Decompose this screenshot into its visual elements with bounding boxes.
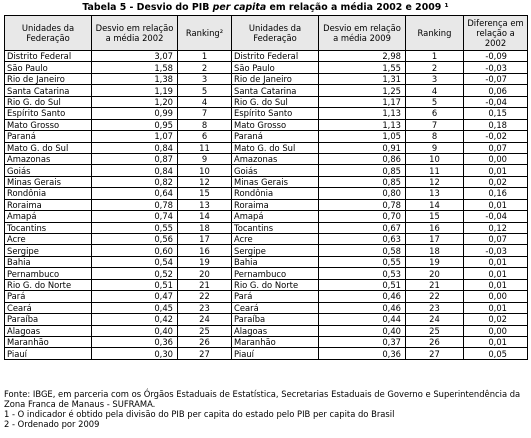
cell-ranking-2009: 1 xyxy=(406,51,464,62)
cell-desvio-2002: 0,84 xyxy=(92,142,178,153)
cell-desvio-2009: 1,13 xyxy=(319,108,406,119)
table-row xyxy=(5,222,528,233)
cell-desvio-2009: 0,58 xyxy=(319,245,406,256)
cell-ranking-2009: 12 xyxy=(406,176,464,187)
cell-desvio-2009: 1,55 xyxy=(319,62,406,73)
cell-ranking-2002: 24 xyxy=(178,314,232,325)
cell-uf-2002: São Paulo xyxy=(5,62,92,73)
cell-uf-2002: Maranhão xyxy=(5,336,92,347)
cell-uf-2002: Pernambuco xyxy=(5,268,92,279)
cell-diferenca: 0,12 xyxy=(464,222,528,233)
cell-uf-2009: Tocantins xyxy=(232,222,319,233)
cell-diferenca: 0,01 xyxy=(464,256,528,267)
table-row xyxy=(5,348,528,359)
table-title-suffix: em relação a média 2002 e 2009 ¹ xyxy=(266,2,449,13)
cell-uf-2002: Amazonas xyxy=(5,153,92,164)
cell-ranking-2002: 25 xyxy=(178,325,232,336)
table-row xyxy=(5,234,528,245)
table-row xyxy=(5,165,528,176)
cell-ranking-2009: 8 xyxy=(406,131,464,142)
cell-ranking-2009: 6 xyxy=(406,108,464,119)
cell-diferenca: -0,07 xyxy=(464,73,528,84)
header-desvio-2009: Desvio em relação a média 2009 xyxy=(319,16,406,51)
cell-ranking-2002: 17 xyxy=(178,234,232,245)
cell-uf-2002: Paraná xyxy=(5,131,92,142)
cell-desvio-2009: 1,05 xyxy=(319,131,406,142)
cell-ranking-2009: 26 xyxy=(406,336,464,347)
cell-desvio-2002: 0,55 xyxy=(92,222,178,233)
cell-uf-2002: Roraima xyxy=(5,199,92,210)
cell-desvio-2002: 0,45 xyxy=(92,302,178,313)
cell-desvio-2002: 0,87 xyxy=(92,153,178,164)
cell-desvio-2009: 0,40 xyxy=(319,325,406,336)
cell-uf-2009: Rio G. do Norte xyxy=(232,279,319,290)
cell-ranking-2009: 16 xyxy=(406,222,464,233)
table-row xyxy=(5,119,528,130)
cell-uf-2009: Mato G. do Sul xyxy=(232,142,319,153)
cell-desvio-2002: 0,47 xyxy=(92,291,178,302)
cell-desvio-2009: 0,86 xyxy=(319,153,406,164)
note-2: 2 - Ordenado por 2009 xyxy=(4,419,100,429)
cell-diferenca: 0,00 xyxy=(464,325,528,336)
cell-diferenca: -0,04 xyxy=(464,211,528,222)
cell-desvio-2002: 0,36 xyxy=(92,336,178,347)
cell-uf-2009: Minas Gerais xyxy=(232,176,319,187)
table-row xyxy=(5,245,528,256)
cell-diferenca: -0,02 xyxy=(464,131,528,142)
cell-uf-2002: Rio de Janeiro xyxy=(5,73,92,84)
table-row xyxy=(5,211,528,222)
cell-ranking-2002: 14 xyxy=(178,211,232,222)
cell-desvio-2009: 0,70 xyxy=(319,211,406,222)
table-row xyxy=(5,302,528,313)
cell-ranking-2002: 23 xyxy=(178,302,232,313)
cell-desvio-2002: 0,52 xyxy=(92,268,178,279)
cell-uf-2009: Bahia xyxy=(232,256,319,267)
cell-ranking-2002: 8 xyxy=(178,119,232,130)
cell-ranking-2009: 27 xyxy=(406,348,464,359)
cell-ranking-2009: 23 xyxy=(406,302,464,313)
cell-ranking-2009: 22 xyxy=(406,291,464,302)
cell-ranking-2009: 3 xyxy=(406,73,464,84)
table-title xyxy=(0,0,531,15)
note-source: Fonte: IBGE, em parceria com os Órgãos Estaduais de Estatística, Secretarias Estaduais de Governo e Superintendência da Zona Franca de Manaus - SUFRAMA. xyxy=(4,389,521,409)
note-1: 1 - O indicador é obtido pela divisão do PIB per capita do estado pelo PIB per capita do Brasil xyxy=(4,409,395,419)
cell-uf-2009: Rio G. do Sul xyxy=(232,96,319,107)
cell-desvio-2002: 0,42 xyxy=(92,314,178,325)
cell-uf-2009: Amazonas xyxy=(232,153,319,164)
cell-desvio-2002: 0,84 xyxy=(92,165,178,176)
cell-ranking-2009: 24 xyxy=(406,314,464,325)
cell-diferenca: 0,01 xyxy=(464,199,528,210)
cell-diferenca: 0,01 xyxy=(464,165,528,176)
cell-diferenca: -0,03 xyxy=(464,62,528,73)
cell-ranking-2002: 7 xyxy=(178,108,232,119)
cell-desvio-2009: 0,55 xyxy=(319,256,406,267)
cell-diferenca: 0,00 xyxy=(464,153,528,164)
cell-desvio-2009: 0,80 xyxy=(319,188,406,199)
cell-ranking-2009: 9 xyxy=(406,142,464,153)
cell-ranking-2009: 25 xyxy=(406,325,464,336)
cell-desvio-2002: 1,19 xyxy=(92,85,178,96)
table-body xyxy=(5,51,528,360)
cell-uf-2002: Sergipe xyxy=(5,245,92,256)
cell-diferenca: -0,04 xyxy=(464,96,528,107)
cell-desvio-2009: 0,78 xyxy=(319,199,406,210)
cell-diferenca: 0,18 xyxy=(464,119,528,130)
cell-desvio-2009: 0,85 xyxy=(319,165,406,176)
cell-ranking-2002: 19 xyxy=(178,256,232,267)
cell-ranking-2002: 5 xyxy=(178,85,232,96)
cell-diferenca: 0,06 xyxy=(464,85,528,96)
cell-uf-2009: Rio de Janeiro xyxy=(232,73,319,84)
table-row xyxy=(5,142,528,153)
cell-uf-2002: Rio G. do Sul xyxy=(5,96,92,107)
cell-desvio-2002: 1,38 xyxy=(92,73,178,84)
cell-uf-2002: Minas Gerais xyxy=(5,176,92,187)
cell-uf-2002: Amapá xyxy=(5,211,92,222)
table-row xyxy=(5,279,528,290)
cell-desvio-2009: 0,85 xyxy=(319,176,406,187)
cell-diferenca: 0,02 xyxy=(464,176,528,187)
cell-ranking-2009: 11 xyxy=(406,165,464,176)
cell-desvio-2009: 0,63 xyxy=(319,234,406,245)
cell-uf-2009: São Paulo xyxy=(232,62,319,73)
cell-diferenca: 0,01 xyxy=(464,268,528,279)
cell-desvio-2009: 0,37 xyxy=(319,336,406,347)
cell-ranking-2002: 6 xyxy=(178,131,232,142)
cell-uf-2009: Piauí xyxy=(232,348,319,359)
cell-desvio-2009: 2,98 xyxy=(319,51,406,62)
table-row xyxy=(5,336,528,347)
table-title-prefix: Tabela 5 - Desvio do PIB xyxy=(82,2,213,13)
cell-ranking-2009: 20 xyxy=(406,268,464,279)
table-row xyxy=(5,314,528,325)
table-row xyxy=(5,62,528,73)
cell-uf-2009: Acre xyxy=(232,234,319,245)
cell-diferenca: 0,05 xyxy=(464,348,528,359)
cell-uf-2009: Roraima xyxy=(232,199,319,210)
cell-desvio-2002: 0,40 xyxy=(92,325,178,336)
cell-uf-2009: Sergipe xyxy=(232,245,319,256)
table-row xyxy=(5,108,528,119)
cell-uf-2009: Paraíba xyxy=(232,314,319,325)
cell-uf-2002: Rio G. do Norte xyxy=(5,279,92,290)
cell-desvio-2009: 1,25 xyxy=(319,85,406,96)
table-row xyxy=(5,325,528,336)
cell-uf-2002: Santa Catarina xyxy=(5,85,92,96)
cell-uf-2002: Acre xyxy=(5,234,92,245)
cell-uf-2009: Ceará xyxy=(232,302,319,313)
cell-ranking-2002: 16 xyxy=(178,245,232,256)
cell-ranking-2009: 15 xyxy=(406,211,464,222)
cell-ranking-2002: 4 xyxy=(178,96,232,107)
cell-uf-2002: Piauí xyxy=(5,348,92,359)
cell-ranking-2002: 26 xyxy=(178,336,232,347)
cell-uf-2009: Amapá xyxy=(232,211,319,222)
cell-ranking-2002: 1 xyxy=(178,51,232,62)
cell-uf-2009: Pernambuco xyxy=(232,268,319,279)
cell-desvio-2009: 1,13 xyxy=(319,119,406,130)
table-row xyxy=(5,256,528,267)
cell-uf-2002: Espírito Santo xyxy=(5,108,92,119)
cell-desvio-2009: 0,51 xyxy=(319,279,406,290)
cell-diferenca: -0,03 xyxy=(464,245,528,256)
cell-ranking-2002: 2 xyxy=(178,62,232,73)
cell-ranking-2002: 22 xyxy=(178,291,232,302)
cell-ranking-2009: 7 xyxy=(406,119,464,130)
cell-ranking-2002: 27 xyxy=(178,348,232,359)
cell-ranking-2009: 19 xyxy=(406,256,464,267)
cell-ranking-2002: 12 xyxy=(178,176,232,187)
cell-diferenca: 0,15 xyxy=(464,108,528,119)
cell-diferenca: 0,01 xyxy=(464,302,528,313)
cell-diferenca: 0,16 xyxy=(464,188,528,199)
cell-desvio-2002: 0,74 xyxy=(92,211,178,222)
cell-diferenca: 0,01 xyxy=(464,336,528,347)
table-notes xyxy=(4,389,527,429)
cell-ranking-2009: 14 xyxy=(406,199,464,210)
cell-uf-2009: Mato Grosso xyxy=(232,119,319,130)
cell-desvio-2009: 0,44 xyxy=(319,314,406,325)
cell-uf-2009: Paraná xyxy=(232,131,319,142)
cell-uf-2009: Rondônia xyxy=(232,188,319,199)
header-diferenca: Diferença em relação a 2002 xyxy=(464,16,528,51)
cell-desvio-2002: 0,95 xyxy=(92,119,178,130)
cell-desvio-2002: 1,20 xyxy=(92,96,178,107)
cell-desvio-2002: 1,07 xyxy=(92,131,178,142)
cell-ranking-2002: 18 xyxy=(178,222,232,233)
cell-ranking-2002: 13 xyxy=(178,199,232,210)
cell-diferenca: 0,07 xyxy=(464,234,528,245)
cell-desvio-2009: 1,17 xyxy=(319,96,406,107)
cell-uf-2002: Distrito Federal xyxy=(5,51,92,62)
cell-ranking-2009: 13 xyxy=(406,188,464,199)
cell-ranking-2002: 20 xyxy=(178,268,232,279)
cell-desvio-2002: 0,99 xyxy=(92,108,178,119)
cell-desvio-2009: 1,31 xyxy=(319,73,406,84)
cell-uf-2002: Mato Grosso xyxy=(5,119,92,130)
cell-ranking-2002: 21 xyxy=(178,279,232,290)
cell-desvio-2002: 1,58 xyxy=(92,62,178,73)
cell-ranking-2002: 3 xyxy=(178,73,232,84)
cell-ranking-2002: 10 xyxy=(178,165,232,176)
table-row xyxy=(5,153,528,164)
cell-diferenca: 0,00 xyxy=(464,291,528,302)
cell-ranking-2002: 11 xyxy=(178,142,232,153)
table-row xyxy=(5,199,528,210)
header-desvio-2002: Desvio em relação a média 2002 xyxy=(92,16,178,51)
cell-desvio-2009: 0,46 xyxy=(319,291,406,302)
cell-uf-2009: Distrito Federal xyxy=(232,51,319,62)
cell-desvio-2002: 0,78 xyxy=(92,199,178,210)
cell-uf-2009: Espírito Santo xyxy=(232,108,319,119)
cell-desvio-2009: 0,91 xyxy=(319,142,406,153)
cell-desvio-2009: 0,53 xyxy=(319,268,406,279)
cell-diferenca: 0,02 xyxy=(464,314,528,325)
cell-ranking-2009: 10 xyxy=(406,153,464,164)
pib-deviation-table xyxy=(4,15,528,360)
table-row xyxy=(5,291,528,302)
cell-uf-2009: Alagoas xyxy=(232,325,319,336)
cell-desvio-2009: 0,67 xyxy=(319,222,406,233)
cell-ranking-2009: 2 xyxy=(406,62,464,73)
table-row xyxy=(5,131,528,142)
cell-diferenca: 0,01 xyxy=(464,279,528,290)
cell-uf-2009: Maranhão xyxy=(232,336,319,347)
cell-ranking-2009: 18 xyxy=(406,245,464,256)
cell-desvio-2002: 0,64 xyxy=(92,188,178,199)
cell-ranking-2009: 21 xyxy=(406,279,464,290)
cell-ranking-2002: 15 xyxy=(178,188,232,199)
table-row xyxy=(5,73,528,84)
table-row xyxy=(5,96,528,107)
cell-uf-2009: Pará xyxy=(232,291,319,302)
table-row xyxy=(5,176,528,187)
cell-uf-2002: Tocantins xyxy=(5,222,92,233)
cell-ranking-2002: 9 xyxy=(178,153,232,164)
cell-ranking-2009: 17 xyxy=(406,234,464,245)
cell-uf-2002: Mato G. do Sul xyxy=(5,142,92,153)
cell-desvio-2002: 0,56 xyxy=(92,234,178,245)
table-row xyxy=(5,51,528,62)
table-row xyxy=(5,85,528,96)
table-header-row xyxy=(5,16,528,51)
cell-uf-2002: Ceará xyxy=(5,302,92,313)
cell-desvio-2002: 0,60 xyxy=(92,245,178,256)
cell-diferenca: -0,09 xyxy=(464,51,528,62)
cell-desvio-2002: 0,82 xyxy=(92,176,178,187)
table-row xyxy=(5,188,528,199)
cell-uf-2002: Bahia xyxy=(5,256,92,267)
cell-desvio-2002: 0,51 xyxy=(92,279,178,290)
cell-desvio-2009: 0,36 xyxy=(319,348,406,359)
cell-uf-2009: Santa Catarina xyxy=(232,85,319,96)
cell-ranking-2009: 5 xyxy=(406,96,464,107)
cell-ranking-2009: 4 xyxy=(406,85,464,96)
cell-desvio-2009: 0,46 xyxy=(319,302,406,313)
cell-desvio-2002: 3,07 xyxy=(92,51,178,62)
table-row xyxy=(5,268,528,279)
header-ranking-2009: Ranking xyxy=(406,16,464,51)
cell-uf-2009: Goiás xyxy=(232,165,319,176)
header-uf-2002: Unidades da Federação xyxy=(5,16,92,51)
cell-uf-2002: Pará xyxy=(5,291,92,302)
cell-desvio-2002: 0,30 xyxy=(92,348,178,359)
header-uf-2009: Unidades da Federação xyxy=(232,16,319,51)
cell-uf-2002: Alagoas xyxy=(5,325,92,336)
cell-uf-2002: Rondônia xyxy=(5,188,92,199)
table-title-emphasis: per capita xyxy=(212,2,267,13)
cell-uf-2002: Paraíba xyxy=(5,314,92,325)
cell-uf-2002: Goiás xyxy=(5,165,92,176)
header-ranking-2002: Ranking² xyxy=(178,16,232,51)
cell-diferenca: 0,07 xyxy=(464,142,528,153)
cell-desvio-2002: 0,54 xyxy=(92,256,178,267)
